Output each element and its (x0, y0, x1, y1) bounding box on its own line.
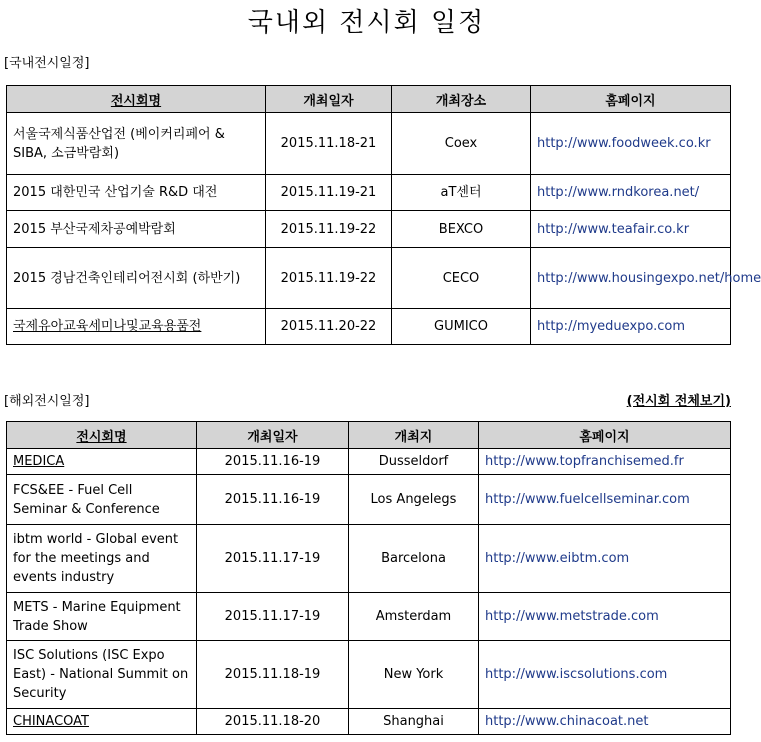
column-header-date: 개최일자 (197, 422, 349, 449)
homepage-link[interactable]: http://www.chinacoat.net (479, 709, 731, 735)
homepage-link[interactable]: http://www.housingexpo.net/home (531, 248, 731, 309)
column-header-venue: 개최지 (349, 422, 479, 449)
exhibition-name: METS - Marine Equipment Trade Show (7, 593, 197, 641)
column-header-date: 개최일자 (266, 86, 392, 113)
page-title: 국내외 전시회 일정 (247, 8, 486, 38)
exhibition-venue: Dusseldorf (349, 449, 479, 475)
homepage-link[interactable]: http://www.teafair.co.kr (531, 211, 731, 248)
overseas-exhibition-table (6, 421, 731, 735)
table-row (7, 248, 731, 309)
exhibition-date: 2015.11.17-19 (197, 525, 349, 593)
exhibition-name: 서울국제식품산업전 (베이커리페어 & SIBA, 소금박람회) (7, 113, 266, 175)
exhibition-date: 2015.11.17-19 (197, 593, 349, 641)
exhibition-date: 2015.11.16-19 (197, 475, 349, 525)
exhibition-name: 2015 경남건축인테리어전시회 (하반기) (7, 248, 266, 309)
homepage-link[interactable]: http://www.eibtm.com (479, 525, 731, 593)
exhibition-venue: aT센터 (392, 175, 531, 211)
exhibition-venue: Coex (392, 113, 531, 175)
exhibition-date: 2015.11.19-21 (266, 175, 392, 211)
column-header-venue: 개최장소 (392, 86, 531, 113)
exhibition-venue: CECO (392, 248, 531, 309)
exhibition-name: FCS&EE - Fuel Cell Seminar & Conference (7, 475, 197, 525)
exhibition-date: 2015.11.18-19 (197, 641, 349, 709)
table-row (7, 113, 731, 175)
homepage-link[interactable]: http://myeduexpo.com (531, 309, 731, 345)
table-row (7, 709, 731, 735)
view-all-exhibitions-link[interactable]: (전시회 전체보기) (626, 394, 731, 409)
exhibition-name: MEDICA (7, 449, 197, 475)
homepage-link[interactable]: http://www.iscsolutions.com (479, 641, 731, 709)
homepage-link[interactable]: http://www.rndkorea.net/ (531, 175, 731, 211)
column-header-homepage: 홈페이지 (479, 422, 731, 449)
table-header-row (7, 422, 731, 449)
exhibition-date: 2015.11.20-22 (266, 309, 392, 345)
homepage-link[interactable]: http://www.fuelcellseminar.com (479, 475, 731, 525)
exhibition-name: 국제유아교육세미나및교육용품전 (7, 309, 266, 345)
exhibition-name: CHINACOAT (7, 709, 197, 735)
exhibition-venue: GUMICO (392, 309, 531, 345)
exhibition-venue: Los Angelegs (349, 475, 479, 525)
table-row (7, 475, 731, 525)
exhibition-venue: Amsterdam (349, 593, 479, 641)
table-row (7, 525, 731, 593)
exhibition-name: ibtm world - Global event for the meetings and events industry (7, 525, 197, 593)
exhibition-name: ISC Solutions (ISC Expo East) - National Summit on Security (7, 641, 197, 709)
exhibition-name: 2015 대한민국 산업기술 R&D 대전 (7, 175, 266, 211)
table-row (7, 641, 731, 709)
column-header-name: 전시회명 (7, 86, 266, 113)
table-row (7, 211, 731, 248)
homepage-link[interactable]: http://www.metstrade.com (479, 593, 731, 641)
domestic-section-label: [국내전시일정] (4, 56, 90, 71)
table-header-row (7, 86, 731, 113)
exhibition-date: 2015.11.18-21 (266, 113, 392, 175)
table-row (7, 175, 731, 211)
table-row (7, 449, 731, 475)
domestic-exhibition-table (6, 85, 761, 345)
exhibition-name: 2015 부산국제차공예박람회 (7, 211, 266, 248)
exhibition-venue: Shanghai (349, 709, 479, 735)
homepage-link[interactable]: http://www.topfranchisemed.fr (479, 449, 731, 475)
exhibition-date: 2015.11.18-20 (197, 709, 349, 735)
exhibition-venue: New York (349, 641, 479, 709)
homepage-link[interactable]: http://www.foodweek.co.kr (531, 113, 731, 175)
exhibition-date: 2015.11.16-19 (197, 449, 349, 475)
column-header-homepage: 홈페이지 (531, 86, 731, 113)
table-row (7, 593, 731, 641)
exhibition-venue: BEXCO (392, 211, 531, 248)
table-row (7, 309, 731, 345)
exhibition-date: 2015.11.19-22 (266, 248, 392, 309)
exhibition-venue: Barcelona (349, 525, 479, 593)
overseas-section-label: [해외전시일정] (4, 394, 90, 409)
exhibition-date: 2015.11.19-22 (266, 211, 392, 248)
column-header-name: 전시회명 (7, 422, 197, 449)
